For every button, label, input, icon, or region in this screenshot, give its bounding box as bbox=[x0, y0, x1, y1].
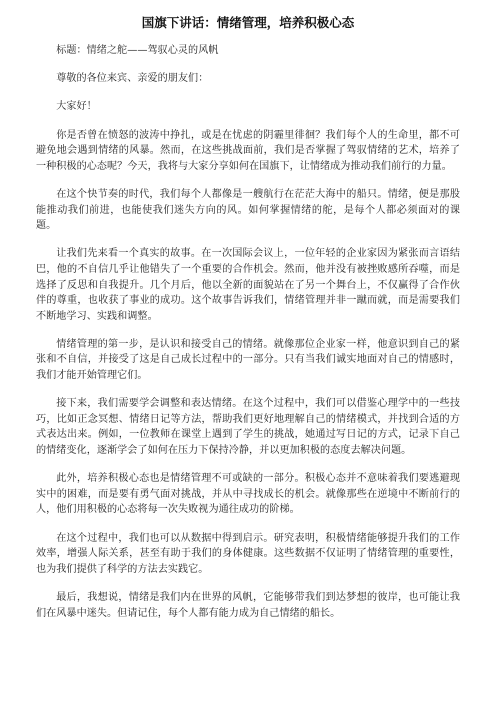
body-paragraph: 让我们先来看一个真实的故事。在一次国际会议上，一位年轻的企业家因为紧张而言语结巴，他的不自信几乎让他错失了一个重要的合作机会。然而，他并没有被挫败感所吞噬，而是选择了反思和自我提升。几个月后，他以全新的面貌站在了另一个舞台上，不仅赢得了合作伙伴的尊重，也收获了事业的成功。这个故事告诉我们，情绪管理并非一蹴而就，而是需要我们不断地学习、实践和调整。 bbox=[36, 248, 460, 322]
document-title: 国旗下讲话：情绪管理，培养积极心态 bbox=[141, 15, 355, 30]
subtitle-paragraph: 标题：情绪之舵——驾驭心灵的风帆 bbox=[56, 45, 219, 56]
body-paragraph: 情绪管理的第一步，是认识和接受自己的情绪。就像那位企业家一样，他意识到自己的紧张和不自信，并接受了这是自己成长过程中的一部分。只有当我们诚实地面对自己的情感时，我们才能开始管理它们。 bbox=[36, 338, 460, 382]
body-paragraph: 在这个快节奏的时代，我们每个人都像是一艘航行在茫茫大海中的船只。情绪，便是那股能推动我们前进，也能使我们迷失方向的风。如何掌握情绪的舵，是每个人都必须面对的课题。 bbox=[36, 188, 460, 232]
body-paragraph: 最后，我想说，情绪是我们内在世界的风帆，它能够带我们到达梦想的彼岸，也可能让我们在风暴中迷失。但请记住，每个人都有能力成为自己情绪的船长。 bbox=[36, 591, 460, 619]
body-paragraph: 在这个过程中，我们也可以从数据中得到启示。研究表明，积极情绪能够提升我们的工作效率，增强人际关系，甚至有助于我们的身体健康。这些数据不仅证明了情绪管理的重要性，也为我们提供了科学的方法去实践它。 bbox=[36, 532, 460, 575]
body-paragraph: 此外，培养积极心态也是情绪管理不可或缺的一部分。积极心态并不意味着我们要逃避现实中的困难，而是要有勇气面对挑战，并从中寻找成长的机会。就像那些在逆境中不断前行的人，他们用积极的心态将每一次失败视为通往成功的阶梯。 bbox=[36, 473, 460, 516]
salutation-paragraph: 尊敬的各位来宾、亲爱的朋友们： bbox=[56, 73, 209, 85]
greeting-paragraph: 大家好！ bbox=[56, 101, 97, 113]
body-paragraph: 接下来，我们需要学会调整和表达情绪。在这个过程中，我们可以借鉴心理学中的一些技巧，比如正念冥想、情绪日记等方法，帮助我们更好地理解自己的情绪模式，并找到合适的方式表达出来。例如，一位教师在课堂上遇到了学生的挑战，她通过写日记的方式，记录下自己的情绪变化，逐渐学会了如何在压力下保持冷静，并以更加积极的态度去解决问题。 bbox=[36, 398, 460, 457]
body-paragraph: 你是否曾在愤怒的波涛中挣扎，或是在忧虑的阴霾里徘徊？我们每个人的生命里，都不可避免地会遇到情绪的风暴。然而，在这些挑战面前，我们是否掌握了驾驭情绪的艺术，培养了一种积极的心态呢？今天，我将与大家分享如何在国旗下，让情绪成为推动我们前行的力量。 bbox=[36, 129, 460, 172]
